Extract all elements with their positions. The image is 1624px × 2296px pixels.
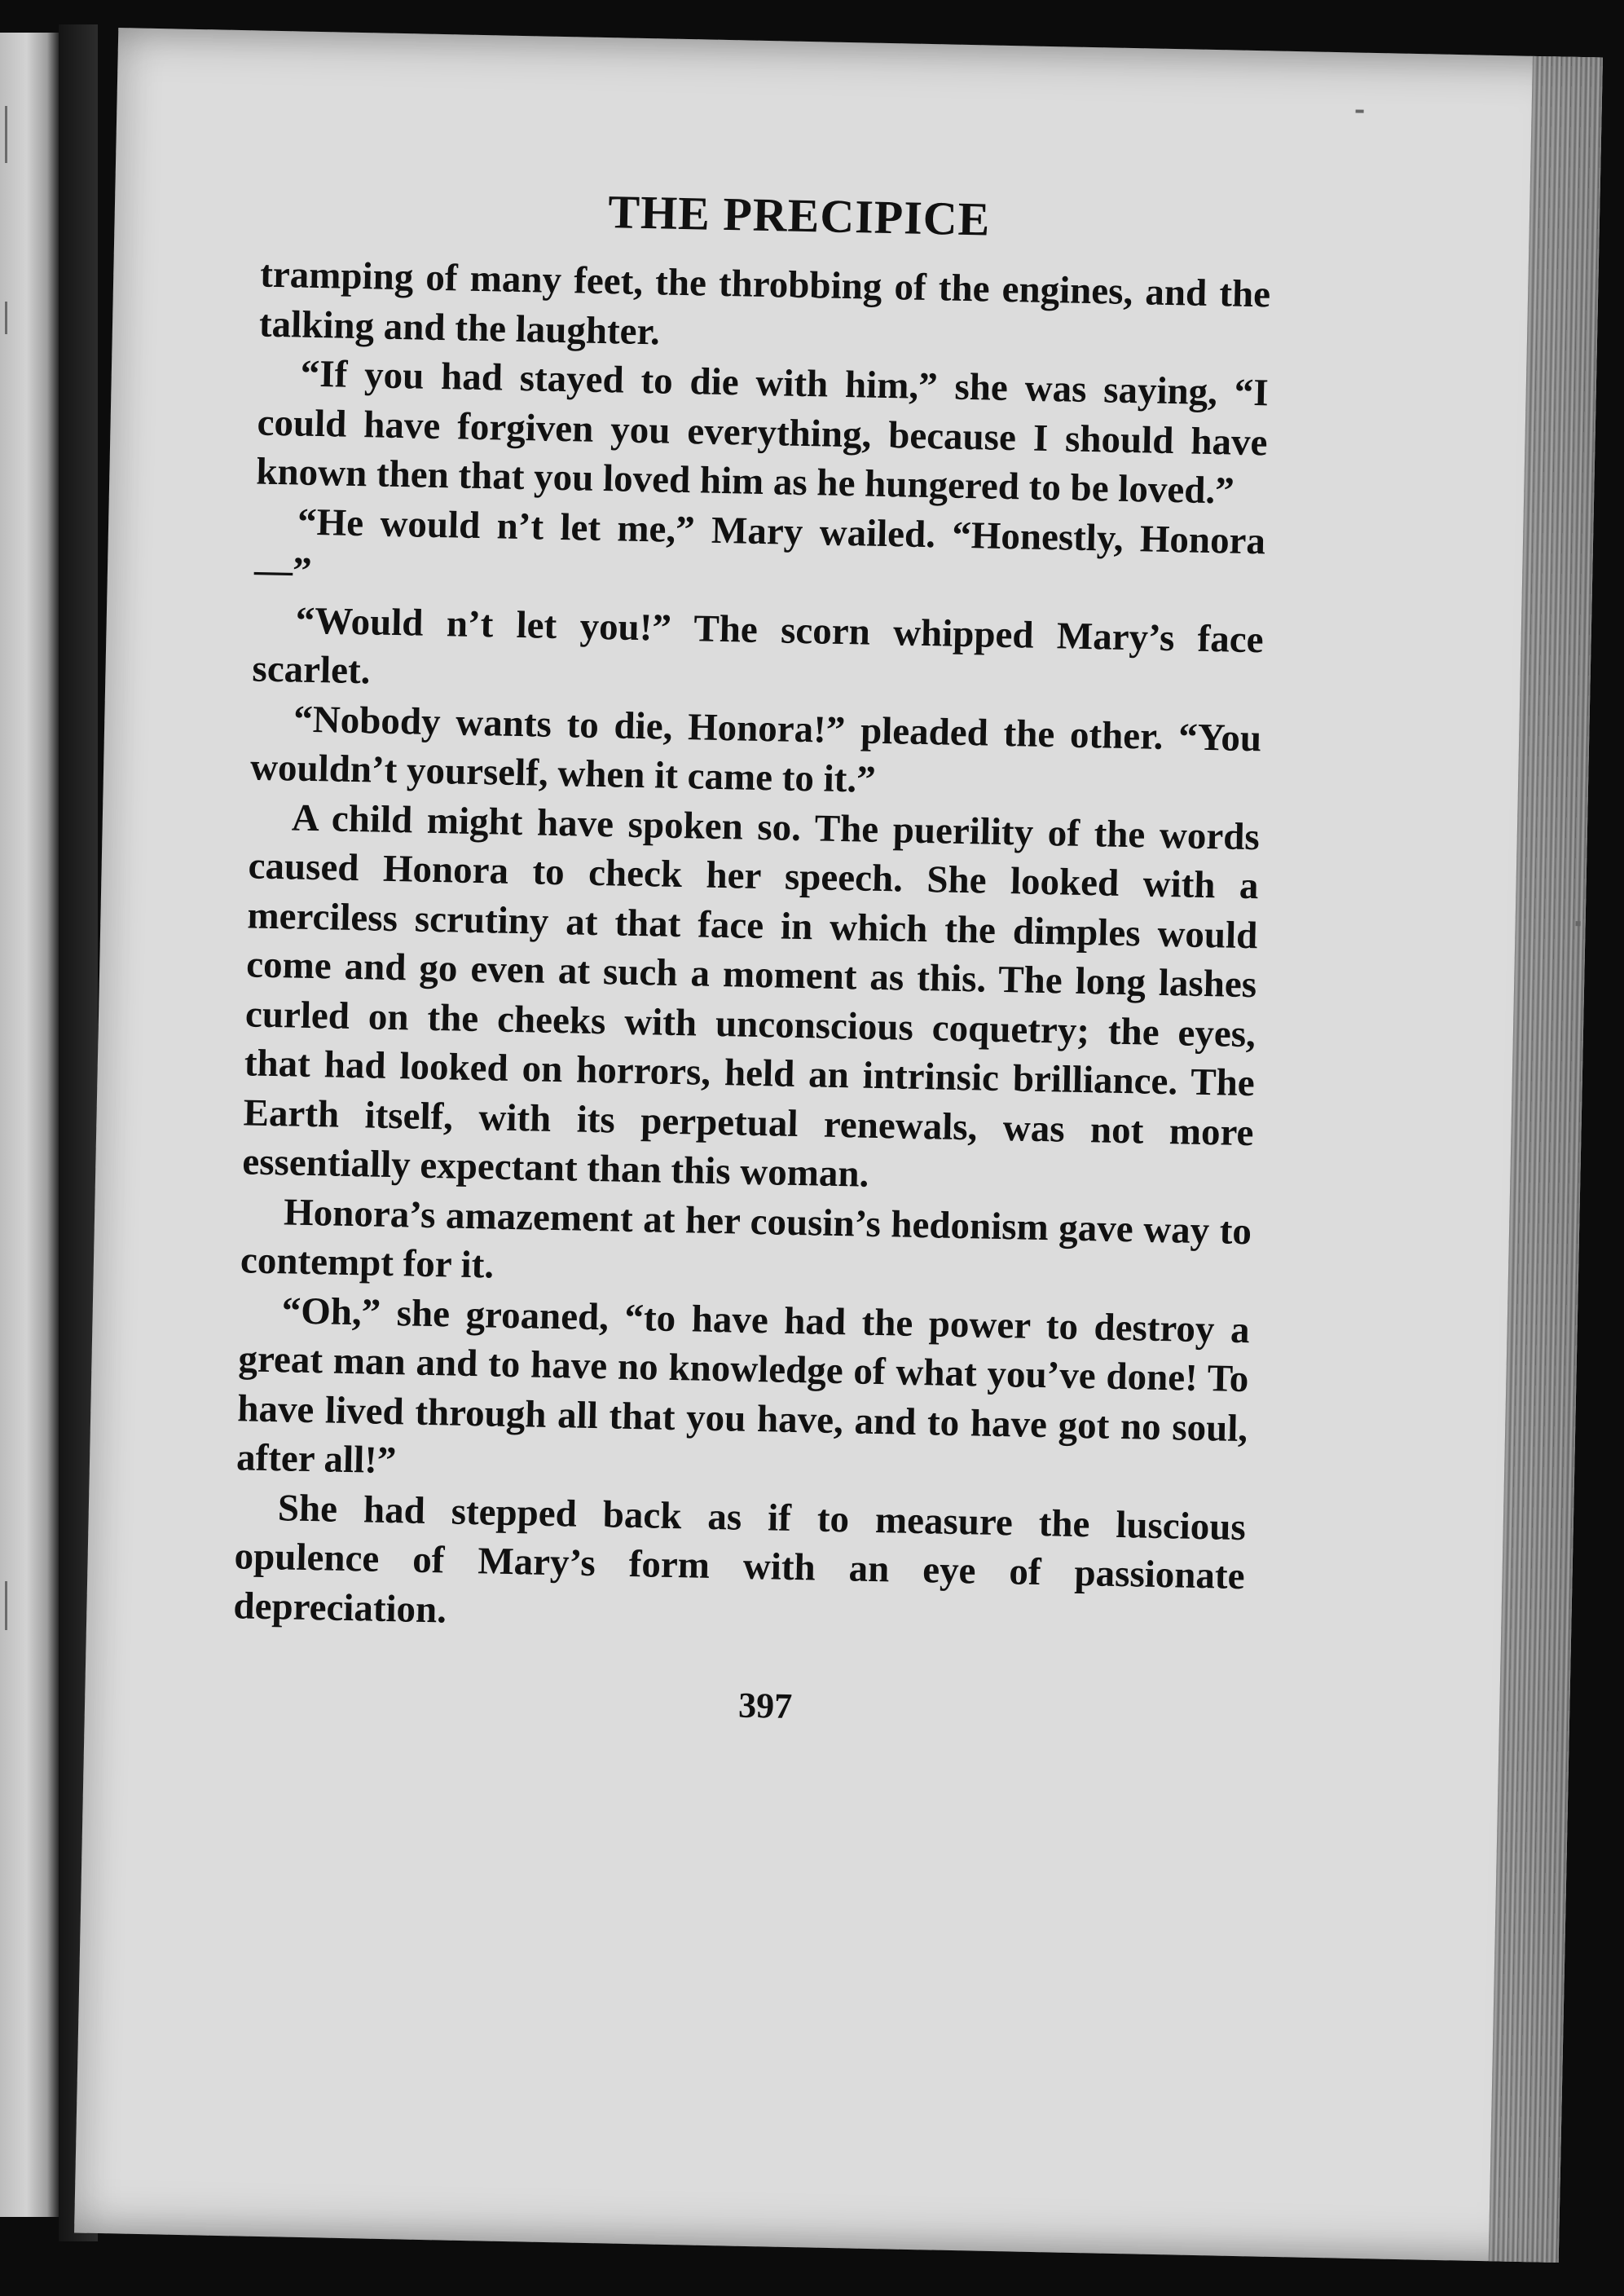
facing-page-mark [5,1581,7,1630]
page-stack-edge [1489,56,1603,2263]
paragraph: She had stepped back as if to measure the luscious opulence of Mary’s form with an eye of passionate depreciation. [232,1486,1247,1631]
book-page [74,28,1603,2263]
margin-speck [1356,109,1364,112]
paragraph: Honora’s amazement at her cousin’s hedonism gave way to contempt for it. [240,1190,1252,1287]
paragraph: “He would n’t let me,” Mary wailed. “Honestly, Honora —” [253,500,1266,593]
paragraph: “Would n’t let you!” The scorn whipped Mary’s face scarlet. [252,599,1265,693]
body-text [233,250,1271,1651]
paragraph: “Nobody wants to die, Honora!” pleaded the other. “You wouldn’t yourself, when it came to it.” [249,697,1262,801]
running-head: THE PRECIPICE [607,185,991,246]
facing-page-mark [5,302,7,334]
paragraph: A child might have spoken so. The puerility of the words caused Honora to check her speech. She looked with a merciless scrutiny at that face in which the dimples would come and go even at such a moment as this. The long lashes curled on the cheeks with unconscious coquetry; the eyes, that had looked on horrors, held an intrinsic brilliance. The Earth itself, with its perpetual renewals, was not more essentially expectant than this woman. [241,795,1261,1196]
paragraph: tramping of many feet, the throbbing of the engines, and the talking and the laughter. [258,253,1271,353]
facing-page-edge [0,33,59,2217]
paragraph: “If you had stayed to die with him,” she was saying, “I could have forgiven you everything, because I should have known then that you loved him as he hungered to be loved.” [255,352,1270,513]
paragraph: “Oh,” she groaned, “to have had the power to destroy a great man and to have no knowledge of what you’ve done! To have lived through all that you have, and to have got no soul, after all!” [235,1289,1251,1483]
margin-speck [1576,921,1581,926]
facing-page-mark [5,106,7,163]
page-content [231,178,1273,1737]
page-number: 397 [737,1685,793,1726]
